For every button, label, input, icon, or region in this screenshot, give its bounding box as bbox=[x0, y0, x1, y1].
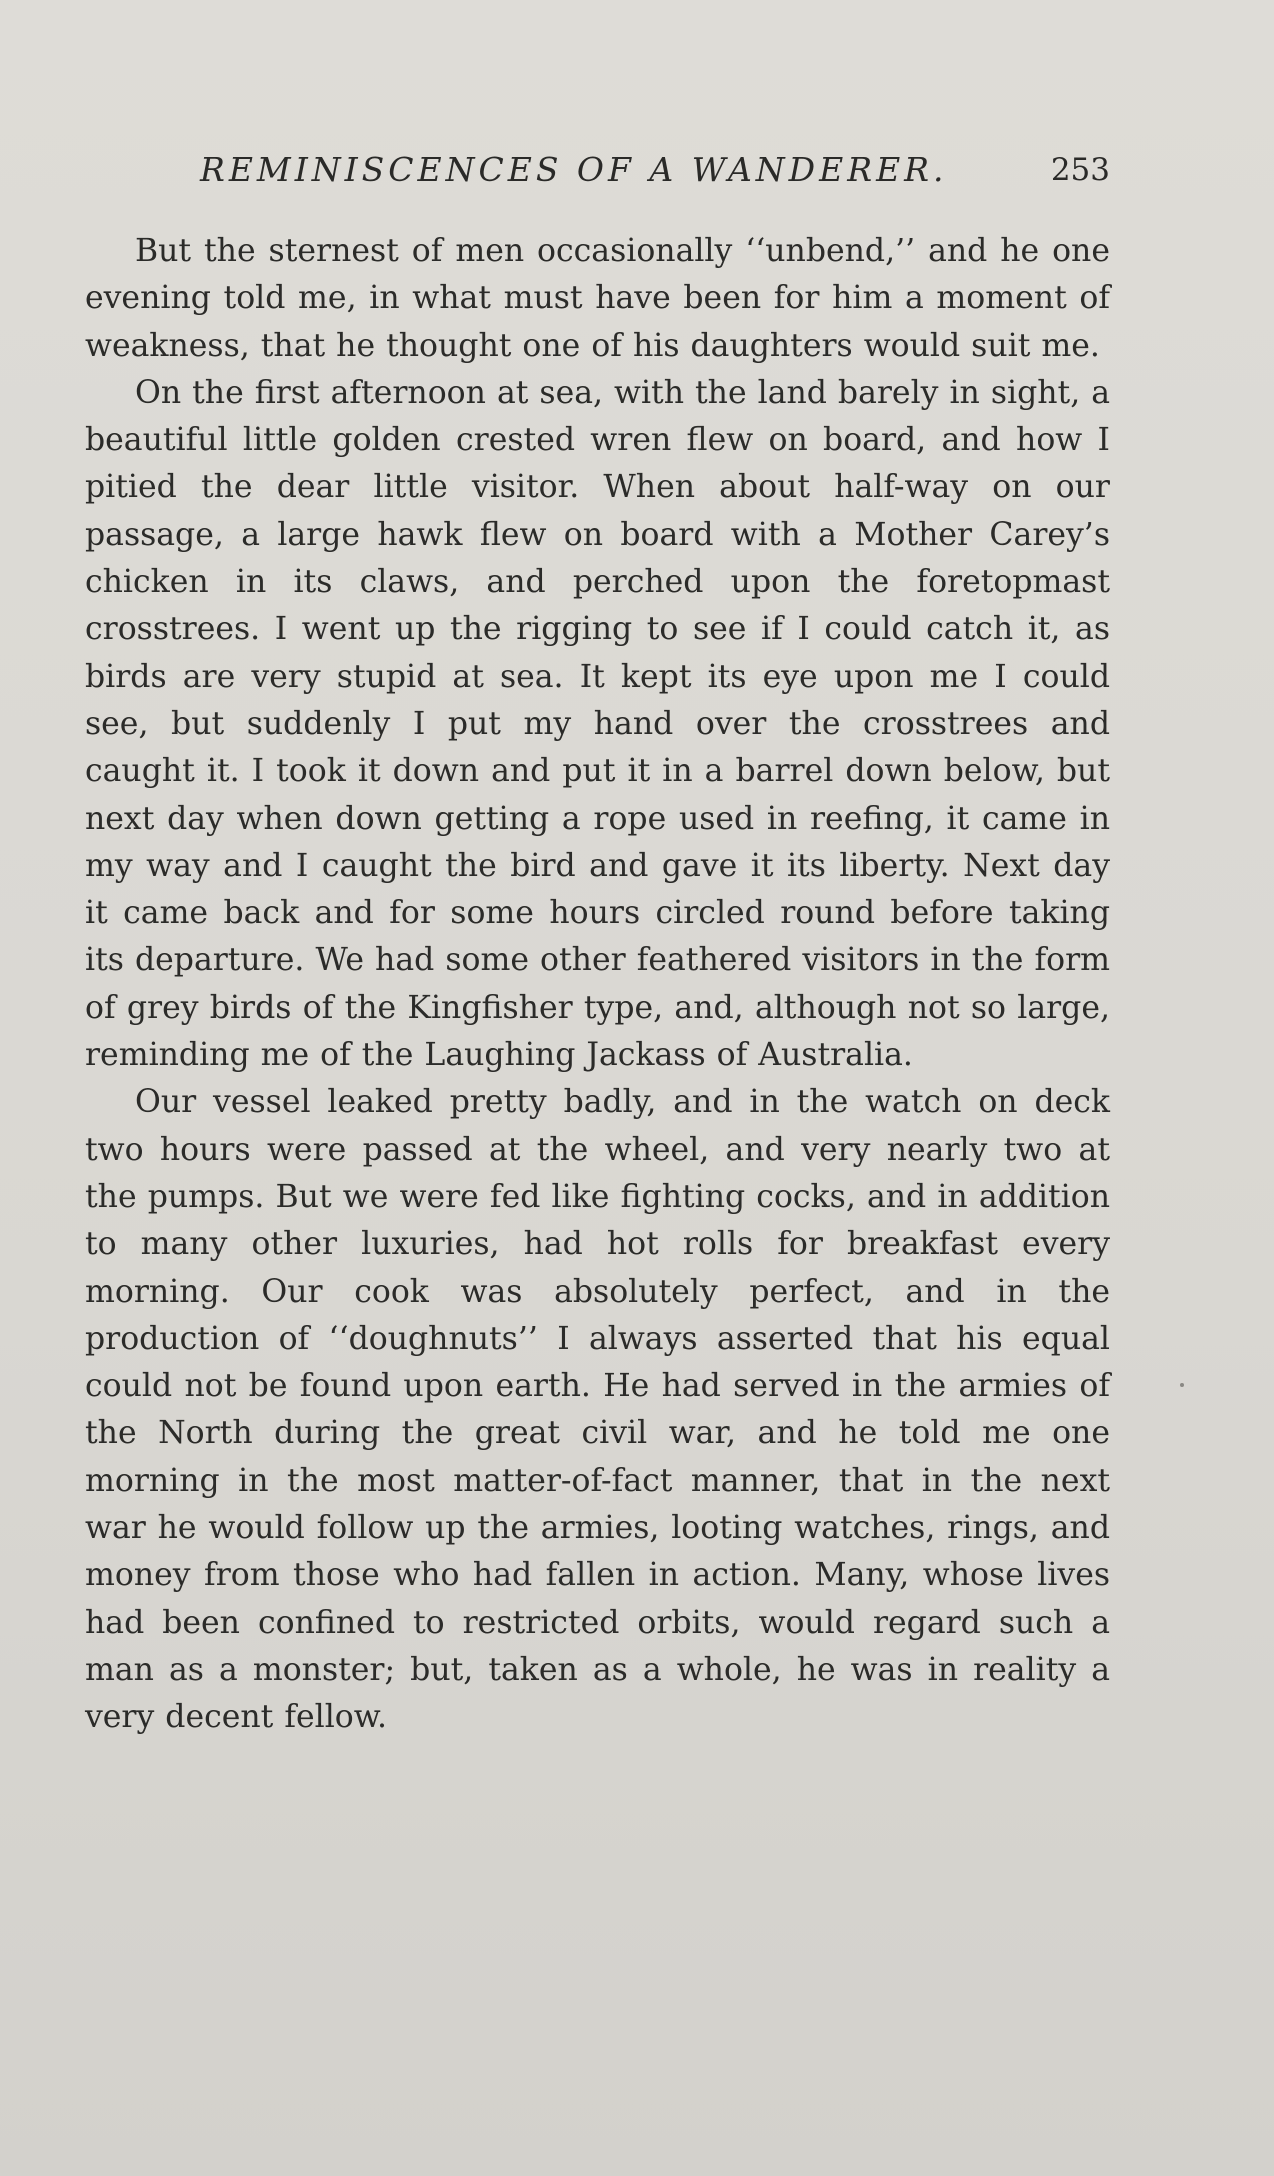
paper-speck bbox=[1180, 1383, 1184, 1387]
running-title: REMINISCENCES OF A WANDERER. bbox=[200, 150, 948, 189]
paragraph-3: Our vessel leaked pretty badly, and in the watch on deck two hours were passed at the wheel, and very nearly two at the pumps. But we were fed like fighting cocks, and in addition to many other luxuries, had hot rolls for breakfast every morning. Our cook was absolutely perfect, and in the production of ‘‘doughnuts’’ I always asserted that his equal could not be found upon earth. He had served in the armies of the North during the great civil war, and he told me one morning in the most matter-of-fact manner, that in the next war he would follow up the armies, looting watches, rings, and money from those who had fallen in action. Many, whose lives had been confined to restricted orbits, would regard such a man as a monster; but, taken as a whole, he was in reality a very decent fellow. bbox=[85, 1084, 1110, 1736]
paragraph-1: But the sternest of men occasionally ‘‘unbend,’’ and he one evening told me, in what must have been for him a moment of weakness, that he thought one of his daughters would suit me. bbox=[85, 233, 1110, 364]
body-text bbox=[85, 228, 1110, 1742]
paragraph-2: On the first afternoon at sea, with the land barely in sight, a beautiful little golden crested wren flew on board, and how I pitied the dear little visitor. When about half-way on our passage, a large hawk flew on board with a Mother Carey’s chicken in its claws, and perched upon the foretopmast crosstrees. I went up the rigging to see if I could catch it, as birds are very stupid at sea. It kept its eye upon me I could see, but suddenly I put my hand over the crosstrees and caught it. I took it down and put it in a barrel down below, but next day when down getting a rope used in reefing, it came in my way and I caught the bird and gave it its liberty. Next day it came back and for some hours circled round before taking its departure. We had some other feathered visitors in the form of grey birds of the Kingfisher type, and, although not so large, reminding me of the Laughing Jackass of Australia. bbox=[85, 374, 1110, 1074]
page-number: 253 bbox=[1050, 152, 1110, 188]
page-header bbox=[85, 150, 1120, 200]
